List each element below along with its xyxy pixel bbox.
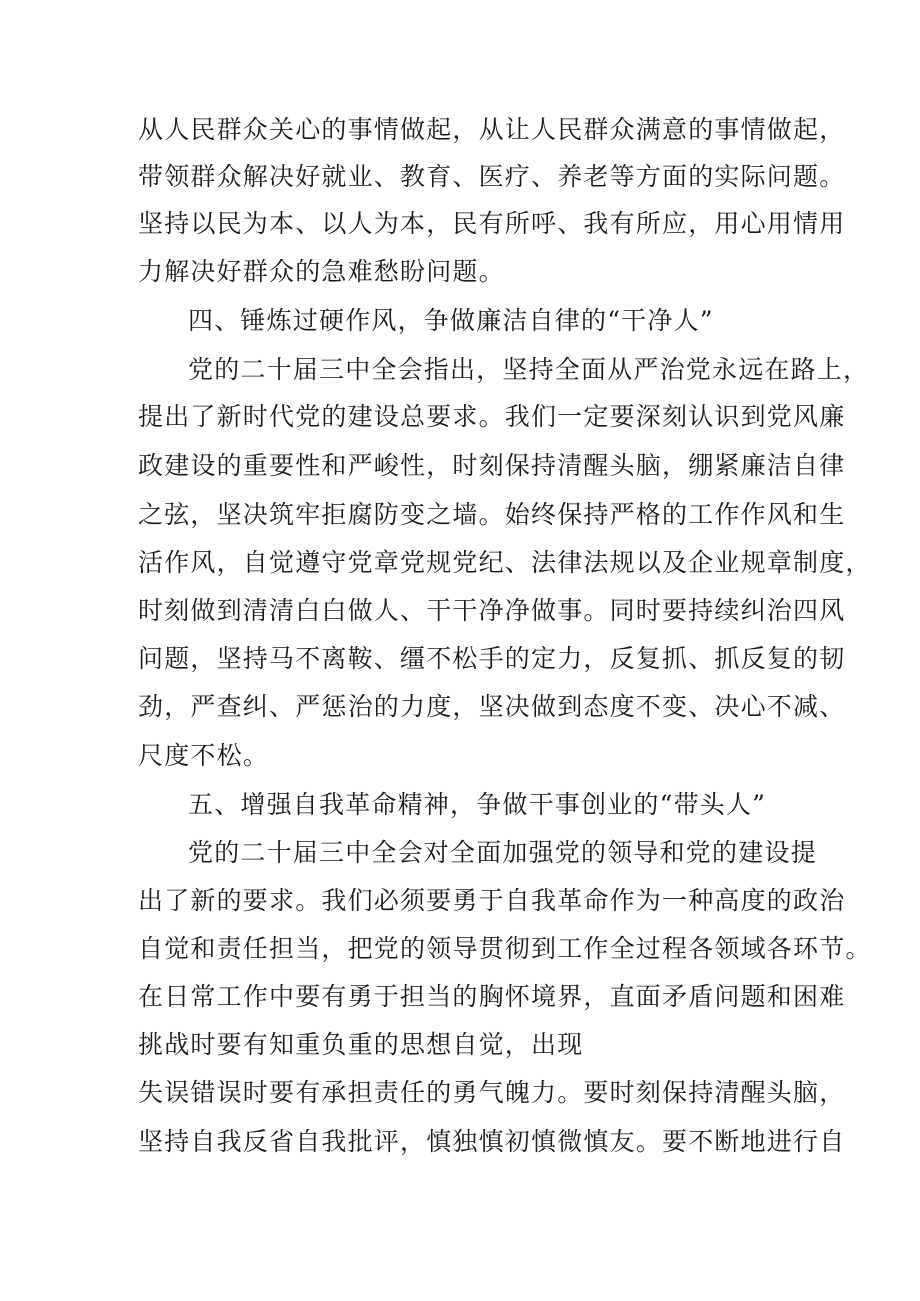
section-heading-five: 五、增强自我革命精神，争做干事创业的“带头人” [188, 790, 767, 819]
text-line: 带领群众解决好就业、教育、医疗、养老等方面的实际问题。 [138, 162, 846, 191]
text-line: 之弦，坚决筑牢拒腐防变之墙。始终保持严格的工作作风和生 [138, 500, 846, 529]
text-line: 力解决好群众的急难愁盼问题。 [138, 257, 505, 286]
text-line: 挑战时要有知重负重的思想自觉，出现 [138, 1030, 584, 1059]
text-line: 失误错误时要有承担责任的勇气魄力。要时刻保持清醒头脑， [138, 1078, 846, 1107]
section-heading-four: 四、锤炼过硬作风，争做廉洁自律的“干净人” [188, 306, 714, 335]
text-line: 自觉和责任担当，把党的领导贯彻到工作全过程各领域各环节。 [138, 934, 872, 963]
text-line: 活作风，自觉遵守党章党规党纪、法律法规以及企业规章制度， [138, 548, 872, 577]
text-line: 提出了新时代党的建设总要求。我们一定要深刻认识到党风廉 [138, 402, 846, 431]
text-line: 政建设的重要性和严峻性，时刻保持清醒头脑，绷紧廉洁自律 [138, 451, 846, 480]
text-line: 党的二十届三中全会指出，坚持全面从严治党永远在路上， [188, 355, 870, 384]
text-line: 党的二十届三中全会对全面加强党的领导和党的建设提 [188, 838, 817, 867]
text-line: 问题，坚持马不离鞍、缰不松手的定力，反复抓、抓反复的韧 [138, 644, 846, 673]
text-line: 坚持自我反省自我批评，慎独慎初慎微慎友。要不断地进行自 [138, 1127, 846, 1156]
text-line: 尺度不松。 [138, 741, 270, 770]
text-line: 时刻做到清清白白做人、干干净净做事。同时要持续纠治四风 [138, 596, 846, 625]
text-line: 从人民群众关心的事情做起，从让人民群众满意的事情做起， [138, 115, 846, 144]
text-line: 劲，严查纠、严惩治的力度，坚决做到态度不变、决心不减、 [138, 692, 846, 721]
text-line: 出了新的要求。我们必须要勇于自我革命作为一种高度的政治 [138, 886, 846, 915]
text-line: 在日常工作中要有勇于担当的胸怀境界，直面矛盾问题和困难 [138, 982, 846, 1011]
text-line: 坚持以民为本、以人为本，民有所呼、我有所应，用心用情用 [138, 209, 846, 238]
